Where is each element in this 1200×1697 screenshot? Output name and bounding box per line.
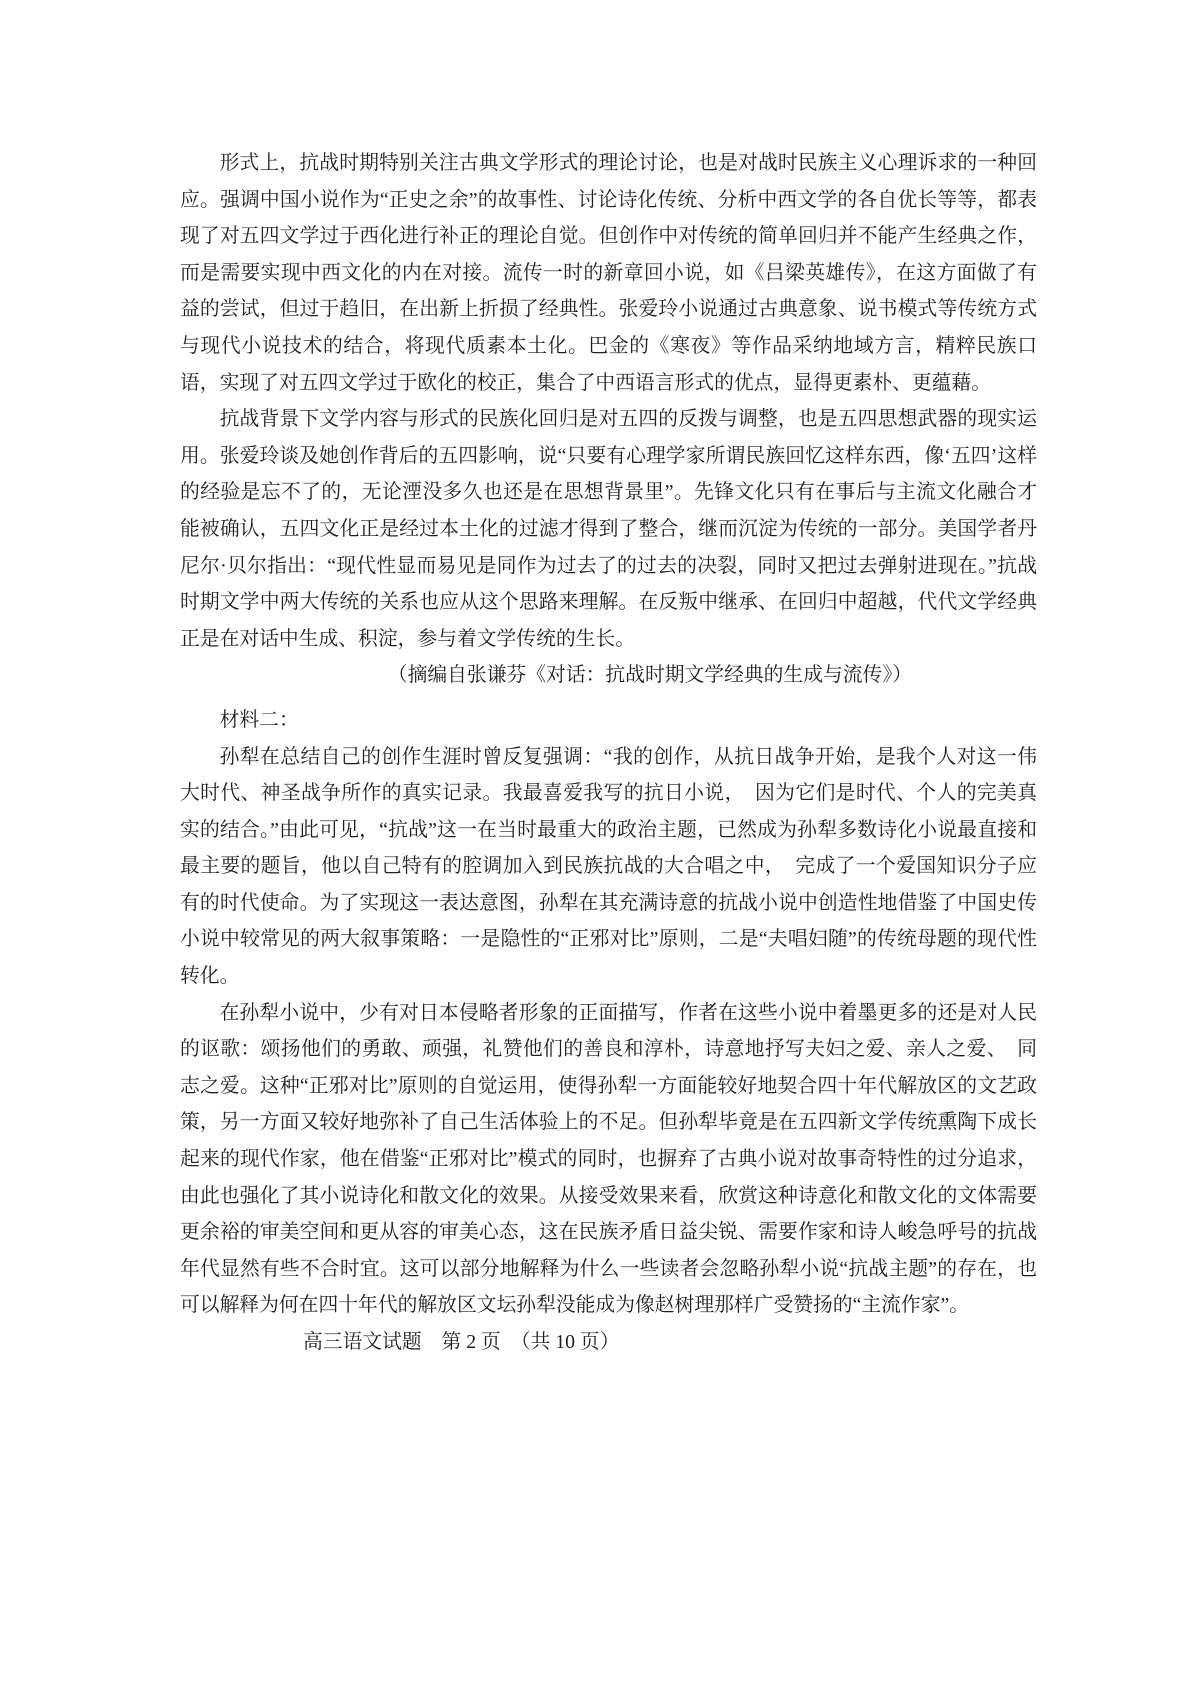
page-content xyxy=(180,145,1037,1361)
material-two-heading: 材料二： xyxy=(219,708,299,731)
material-one-paragraph-1: 形式上，抗战时期特别关注古典文学形式的理论讨论，也是对战时民族主义心理诉求的一种回应。强调中国小说作为“正史之余”的故事性、讨论诗化传统、分析中西文学的各自优长等等，都表现了对五四文学过于西化进行补正的理论自觉。但创作中对传统的简单回归并不能产生经典之作，而是需要实现中西文化的内在对接。流传一时的新章回小说，如《吕梁英雄传》，在这方面做了有益的尝试，但过于趋旧，在出新上折损了经典性。张爱玲小说通过古典意象、说书模式等传统方式与现代小说技术的结合，将现代质素本土化。巴金的《寒夜》等作品采纳地域方言，精粹民族口语，实现了对五四文学过于欧化的校正，集合了中西语言形式的优点，显得更素朴、更蕴藉。 xyxy=(180,152,1037,394)
material-one-attribution: （摘编自张谦芬《对话：抗战时期文学经典的生成与流传》） xyxy=(387,664,912,687)
page-footer: 高三语文试题 第 2 页 （共 10 页） xyxy=(303,1331,620,1353)
material-two-paragraph-1: 孙犁在总结自己的创作生涯时曾反复强调：“我的创作，从抗日战争开始，是我个人对这一伟大时代、神圣战争所作的真实记录。我最喜爱我写的抗日小说， 因为它们是时代、个人的完美真实的结合。”由此可见，“抗战”这一在当时最重大的政治主题，已然成为孙犁多数诗化小说最直接和最主要的题旨，他以自己特有的腔调加入到民族抗战的大合唱之中， 完成了一个爱国知识分子应有的时代使命。为了实现这一表达意图，孙犁在其充满诗意的抗战小说中创造性地借鉴了中国史传小说中较常见的两大叙事策略：一是隐性的“正邪对比”原则，二是“夫唱妇随”的传统母题的现代性转化。 xyxy=(180,745,1037,988)
material-one-paragraph-2: 抗战背景下文学内容与形式的民族化回归是对五四的反拨与调整，也是五四思想武器的现实运用。张爱玲谈及她创作背后的五四影响，说“只要有心理学家所谓民族回忆这样东西，像‘五四’这样的经验是忘不了的，无论湮没多久也还是在思想背景里”。先锋文化只有在事后与主流文化融合才能被确认，五四文化正是经过本土化的过滤才得到了整合，继而沉淀为传统的一部分。美国学者丹尼尔·贝尔指出：“现代性显而易见是同作为过去了的过去的决裂，同时又把过去弹射进现在。”抗战时期文学中两大传统的关系也应从这个思路来理解。在反叛中继承、在回归中超越，代代文学经典正是在对话中生成、积淀，参与着文学传统的生长。 xyxy=(180,408,1037,650)
material-two-paragraph-2: 在孙犁小说中，少有对日本侵略者形象的正面描写，作者在这些小说中着墨更多的还是对人民的讴歌：颂扬他们的勇敢、顽强，礼赞他们的善良和淳朴，诗意地抒写夫妇之爱、亲人之爱、 同志之爱。这种“正邪对比”原则的自觉运用，使得孙犁一方面能较好地契合四十年代解放区的文艺政策，另一方面又较好地弥补了自己生活体验上的不足。但孙犁毕竟是在五四新文学传统熏陶下成长起来的现代作家，他在借鉴“正邪对比”模式的同时，也摒弃了古典小说对故事奇特性的过分追求，由此也强化了其小说诗化和散文化的效果。从接受效果来看，欣赏这种诗意化和散文化的文体需要更余裕的审美空间和更从容的审美心态，这在民族矛盾日益尖锐、需要作家和诗人峻急呼号的抗战年代显然有些不合时宜。这可以部分地解释为什么一些读者会忽略孙犁小说“抗战主题”的存在，也可以解释为何在四十年代的解放区文坛孙犁没能成为像赵树理那样广受赞扬的“主流作家”。 xyxy=(180,1001,1037,1317)
